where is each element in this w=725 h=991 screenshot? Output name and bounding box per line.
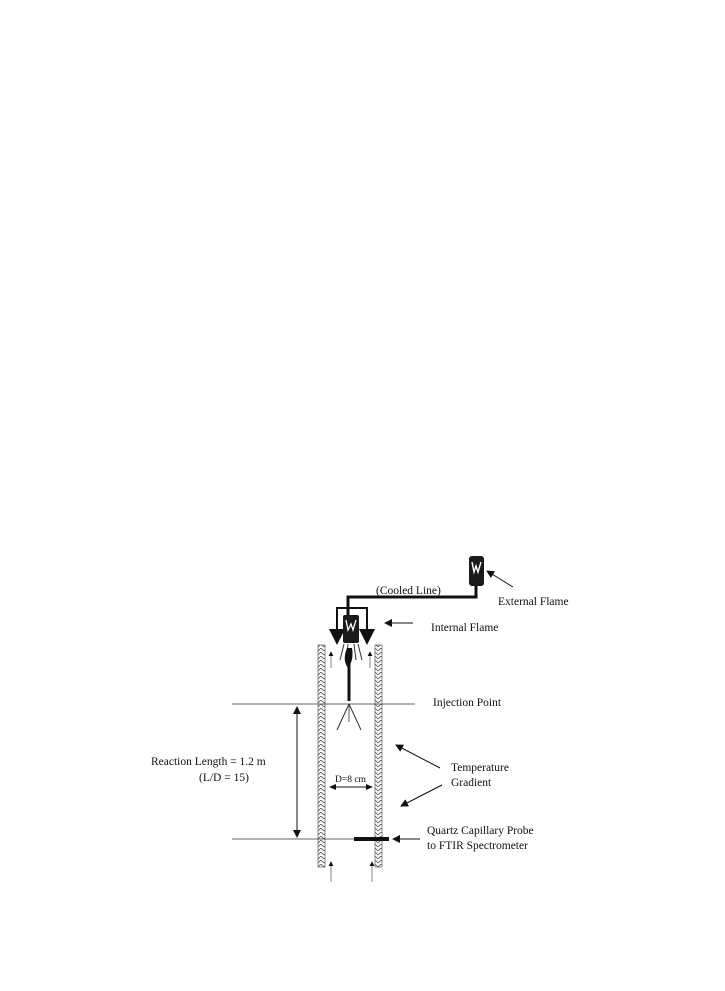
spray-cone	[337, 704, 361, 730]
diameter-arrow-right	[366, 784, 373, 790]
diameter-label: D=8 cm	[335, 775, 366, 785]
injection-point-label: Injection Point	[433, 697, 502, 709]
temperature-pointer-lower	[401, 785, 442, 806]
reactor-left-wall	[318, 645, 325, 867]
temperature-pointer-upper	[396, 745, 440, 768]
external-flame-burner	[469, 556, 484, 586]
reaction-length-arrow-top	[293, 706, 301, 714]
reaction-length-label: Reaction Length = 1.2 m	[151, 756, 266, 768]
injection-nozzle	[345, 648, 353, 701]
ld-ratio-label: (L/D = 15)	[199, 772, 249, 784]
internal-flame-label: Internal Flame	[431, 622, 499, 634]
cooled-line-label: (Cooled Line)	[376, 585, 441, 597]
external-flame-pointer	[487, 571, 513, 587]
external-flame-label: External Flame	[498, 596, 569, 608]
quartz-capillary-probe	[354, 837, 389, 841]
probe-label-line1: Quartz Capillary Probe	[427, 825, 534, 837]
reactor-right-wall	[375, 645, 382, 867]
probe-label-line2: to FTIR Spectrometer	[427, 840, 528, 852]
temperature-gradient-label-line2: Gradient	[451, 777, 492, 789]
reaction-length-arrow-bottom	[293, 830, 301, 838]
temperature-gradient-label-line1: Temperature	[451, 762, 509, 774]
